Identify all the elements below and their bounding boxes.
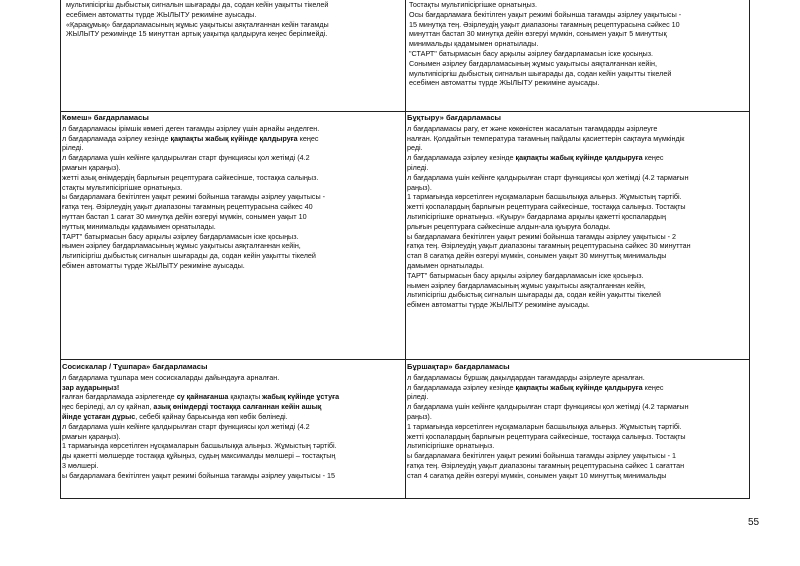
bold-phrase: қақпақты жабық күйінде қалдыруға: [170, 133, 298, 143]
text-line: л бағдарлама үшін кейінге қалдырылған старт функциясы қол жетімді (4.2 тармағын: [407, 402, 689, 412]
text-span: қақпақты: [228, 392, 263, 402]
text-span: кеңес: [642, 153, 664, 163]
text-line: [407, 153, 748, 163]
text-line: Тостақты мультипісіргішке орнатыңыз.: [409, 0, 537, 9]
text-span: кеңес: [642, 382, 664, 392]
text-line: ЖЫЛЫТУ режимінде 15 минуттан артық уақытқа қалдыруға кеңес берілмейді.: [66, 29, 328, 39]
cell-bottom-left: [62, 362, 402, 498]
text-line: ғатқа тең. Әзірлеудің уақыт диапазоны тағамның рецептурасына сәйкес 40: [62, 202, 313, 212]
text-line: ы бағдарламаға бекітілген уақыт режимі бойынша тағамды әзірлеу уақытысы - 15: [62, 470, 335, 480]
text-span: л бағдарламада әзірлеу кезінде: [62, 133, 171, 143]
text-line: л бағдарлама үшін кейінге қалдырылған старт функциясы қол жетімді (4.2 тармағын: [407, 172, 689, 182]
text-line: налған. Қолдайтын температура тағамның пайдалы қасиеттерін сақтауға мүмкіндік: [407, 133, 685, 143]
text-line: л бағдарламасы бұршақ дақылдардан тағамдарды әзірлеуге арналған.: [407, 372, 645, 382]
text-line: рлығын рецептураға сәйкесінше алдын-ала қуыруға болады.: [407, 221, 611, 231]
text-line: нуттан бастап 1 сағат 30 минутқа дейін өзгеруі мүмкін, сонымен уақыт 10: [62, 211, 307, 221]
text-span: кеңес: [297, 133, 319, 143]
text-line: ТАРТ" батырмасын басу арқылы әзірлеу бағдарламасын іске қосыңыз.: [407, 270, 644, 280]
text-line: нымен әзірлеу бағдарламасының жұмыс уақытысы аяқталғаннан кейін,: [407, 280, 646, 290]
text-line: льтипісіргішке орнатыңыз.: [407, 441, 495, 451]
text-line: 1 тармағында көрсетілген нұсқамаларын басшылыққа алыңыз. Жұмыстың тәртібі.: [407, 421, 682, 431]
text-line: ы бағдарламаға бекітілген уақыт режимі бойынша тағамды әзірлеу уақытысы - 1: [407, 451, 677, 461]
cell-top-right: [409, 0, 747, 110]
text-line: есебімен автоматты түрде ЖЫЛЫТУ режиміне ауысады.: [409, 78, 600, 88]
text-line: раңыз).: [407, 411, 432, 421]
text-line: жетті азық өнімдердің барлығын рецептураға сәйкесінше, тостақка салыңыз.: [62, 172, 319, 182]
text-line: нымен әзірлеу бағдарламасының жұмыс уақытысы аяқталғаннан кейін,: [62, 241, 301, 251]
cell-mid-left: [62, 113, 402, 358]
text-line: рмағын қараңыз).: [62, 162, 121, 172]
text-line: ды қажетті мөлшерде тостаққа құйыңыз, судың максималды мөлшері – тостақтың: [62, 451, 336, 461]
text-span: ңес беріледі, ал су қайнап,: [62, 402, 154, 412]
text-line: стақты мультипісіргішке орнатыңыз.: [62, 182, 183, 192]
text-line: [62, 402, 402, 412]
text-line: 15 минутқа тең. Әзірлеудің уақыт диапазоны тағамның рецептурасына сәйкес 10: [409, 19, 680, 29]
text-line: мультипісіргіш дыбыстық сигналын шығарады да, содан кейін уақытты тікелей: [66, 0, 329, 9]
section-heading: Бұршақтар» бағдарламасы: [407, 362, 510, 371]
text-line: жетті қоспалардың барлығын рецептураға сәйкесінше, тостаққа салыңыз. Тостақты: [407, 202, 686, 212]
text-line: л бағдарламасы рагу, ет және көкөністен жасалатын тағамдарды әзірлеуге: [407, 123, 658, 133]
text-line: льтипісіргіш дыбыстық сигналын шығарады да, содан кейін уақытты тікелей: [407, 290, 661, 300]
row-divider-2: [60, 359, 750, 360]
text-line: ғатқа тең. Әзірлеудің уақыт диапазоны тағамның рецептурасына сәйкес 1 сағаттан: [407, 460, 685, 470]
text-line: ТАРТ" батырмасын басу арқылы әзірлеу бағдарламасын іске қосыңыз.: [62, 231, 299, 241]
text-span: л бағдарламада әзірлеу кезінде: [407, 153, 516, 163]
text-line: льтипісіргішке орнатыңыз. «Қуыру» бағдарлама арқылы қажетті қоспалардың: [407, 211, 666, 221]
text-line: [62, 134, 402, 144]
text-line: ебімен автоматты түрде ЖЫЛЫТУ режиміне ауысады.: [62, 260, 245, 270]
cell-mid-right: [407, 113, 748, 358]
text-line: л бағдарлама үшін кейінге қалдырылған старт функциясы қол жетімді (4.2: [62, 421, 310, 431]
cell-bottom-right: [407, 362, 748, 498]
text-line: реді.: [407, 143, 423, 153]
text-line: рмағын қараңыз).: [62, 431, 121, 441]
text-line: ріледі.: [407, 392, 429, 402]
text-line: ы бағдарламаға бекітілген уақыт режимі бойынша тағамды әзірлеу уақытысы -: [62, 192, 326, 202]
text-line: ебімен автоматты түрде ЖЫЛЫТУ режиміне ауысады.: [407, 300, 590, 310]
text-line: ріледі.: [62, 143, 84, 153]
text-line: л бағдарламасы ірімшік көмегі деген тағамды әзірлеу үшін арнайы әнделген.: [62, 123, 320, 133]
text-line: Сонымен әзірлеу бағдарламасының жұмыс уақытысы аяқталғаннан кейін,: [409, 58, 657, 68]
text-line: раңыз).: [407, 182, 432, 192]
text-span: л бағдарламада әзірлеу кезінде: [407, 382, 516, 392]
section-heading: Бұқтыру» бағдарламасы: [407, 113, 502, 122]
column-divider: [405, 0, 406, 499]
row-divider-1: [60, 111, 750, 112]
text-line: л бағдарлама үшін кейінге қалдырылған старт функциясы қол жетімді (4.2: [62, 153, 310, 163]
bold-phrase: йінде ұстаған дұрыс: [62, 411, 136, 421]
bold-phrase: қақпақты жабық күйінде қалдыруға: [515, 382, 643, 392]
text-line: стап 8 сағатқа дейін өзгеруі мүмкін, сонымен уақыт 30 минуттық минимальды: [407, 251, 667, 261]
section-heading: Сосискалар / Тұшпара» бағдарламасы: [62, 362, 208, 371]
text-line: ы бағдарламаға бекітілген уақыт режимі бойынша тағамды әзірлеу уақытысы - 2: [407, 231, 677, 241]
text-line: минуттан бастап 30 минутқа дейін өзгеруі мүмкін, сонымен уақыт 5 минуттық: [409, 29, 667, 39]
text-line: [62, 412, 402, 422]
text-line: Осы бағдарламаға бекітілген уақыт режимі бойынша тағамды әзірлеу уақытысы -: [409, 9, 682, 19]
text-line: дамымен орнатылады.: [407, 260, 485, 270]
text-line: нуттық минимальды қадамымен орнатылады.: [62, 221, 216, 231]
text-span: ғалған бағдарламада әзірлегенде: [62, 392, 177, 402]
text-line: 1 тармағында көрсетілген нұсқамаларын басшылыққа алыңыз. Жұмыстың тәртібі.: [62, 441, 337, 451]
section-heading: Көмеш» бағдарламасы: [62, 113, 149, 122]
text-line: мультипісіргіш дыбыстық сигналын шығарады да, содан кейін уақытты тікелей: [409, 68, 672, 78]
cell-top-left: [66, 0, 402, 110]
text-line: есебімен автоматты түрде ЖЫЛЫТУ режиміне ауысады.: [66, 9, 257, 19]
text-line: ріледі.: [407, 162, 429, 172]
bold-phrase: азық өнімдерді тостаққа салғаннан кейін ашық: [153, 402, 322, 412]
text-line: жетті қоспалардың барлығын рецептураға сәйкесінше, тостаққа салыңыз. Тостақты: [407, 431, 686, 441]
text-line: 1 тармағында көрсетілген нұсқамаларын басшылыққа алыңыз. Жұмыстың тәртібі.: [407, 192, 682, 202]
text-line: минимальды қадамымен орнатылады.: [409, 39, 539, 49]
bold-phrase: су қайнағанша: [176, 392, 229, 402]
text-span: , себебі қайнау барысында көп көбік бөлінеді.: [135, 411, 288, 421]
text-line: [407, 383, 748, 393]
text-line: льтипісіргіш дыбыстық сигналын шығарады да, содан кейін уақытты тікелей: [62, 251, 316, 261]
text-line: стап 4 сағатқа дейін өзгеруі мүмкін, сонымен уақыт 10 минуттық минимальды: [407, 470, 667, 480]
bold-phrase: жабық күйінде ұстуға: [262, 392, 340, 402]
text-line: "СТАРТ" батырмасын басу арқылы әзірлеу бағдарламасын іске қосыңыз.: [409, 48, 654, 58]
text-line: 3 мөлшері.: [62, 460, 99, 470]
text-line: [62, 392, 402, 402]
text-line: л бағдарлама тұшпара мен сосискаларды дайындауға арналған.: [62, 372, 280, 382]
text-line: «Қарақұмық» бағдарламасының жұмыс уақытысы аяқталғаннан кейін тағамды: [66, 19, 329, 29]
warning-label: зар аударыңыз!: [62, 382, 120, 392]
bold-phrase: қақпақты жабық күйінде қалдыруға: [515, 153, 643, 163]
page-number: 55: [748, 517, 760, 528]
text-line: ғатқа тең. Әзірлеудің уақыт диапазоны тағамның рецептурасына сәйкес 30 минуттан: [407, 241, 691, 251]
